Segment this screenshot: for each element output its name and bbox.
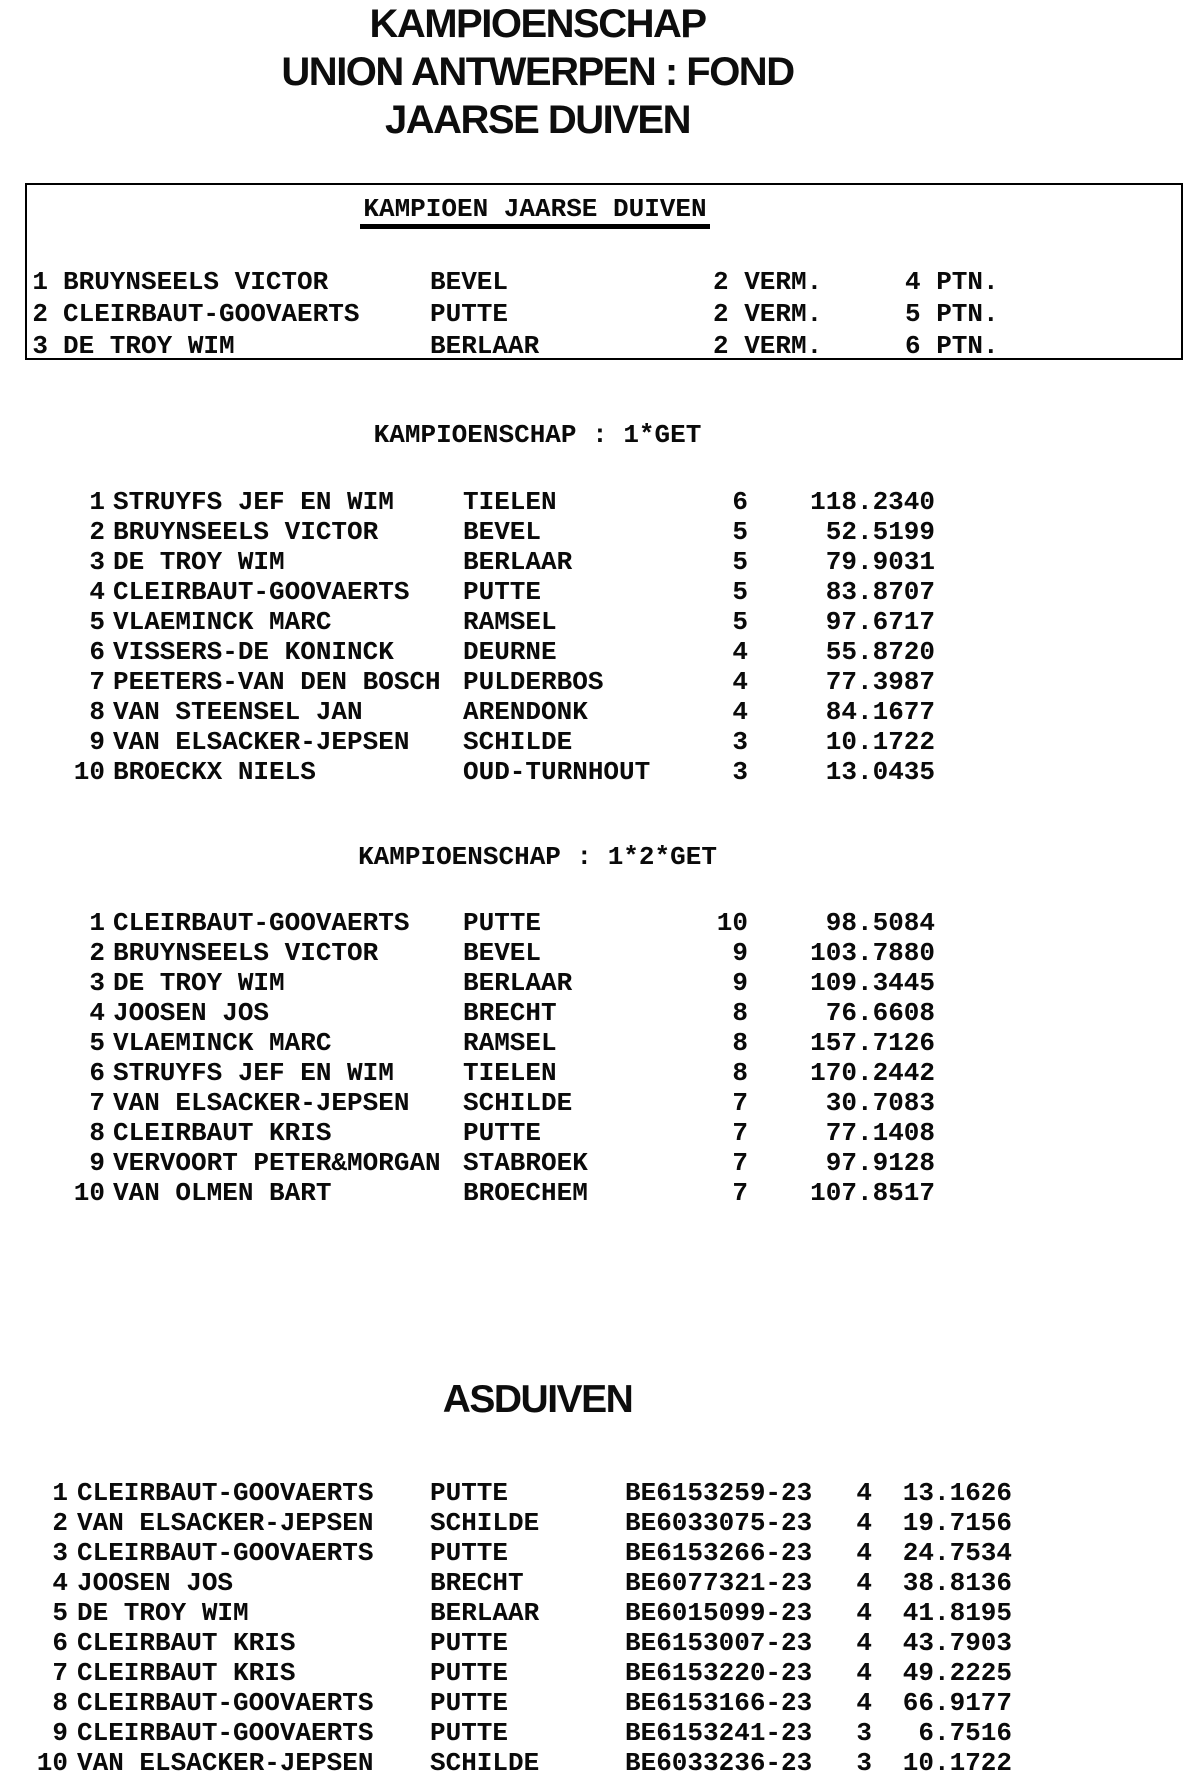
cell-verm: 2 VERM. bbox=[713, 299, 823, 329]
cell-ring: BE6153266-23 bbox=[625, 1538, 813, 1568]
cell-name: DE TROY WIM bbox=[113, 968, 285, 998]
cell-rank: 3 bbox=[89, 547, 105, 577]
cell-points: 118.2340 bbox=[810, 487, 935, 517]
table-row bbox=[0, 487, 960, 517]
cell-name: JOOSEN JOS bbox=[113, 998, 270, 1028]
cell-points: 66.9177 bbox=[902, 1688, 1012, 1718]
cell-points: 6.7516 bbox=[918, 1718, 1012, 1748]
cell-count: 4 bbox=[732, 697, 748, 727]
table-row bbox=[0, 1508, 1040, 1538]
cell-rank: 1 bbox=[89, 487, 105, 517]
cell-count: 7 bbox=[732, 1148, 748, 1178]
cell-ptn: 5 PTN. bbox=[905, 299, 999, 329]
cell-rank: 3 bbox=[32, 331, 48, 361]
cell-count: 4 bbox=[856, 1688, 872, 1718]
cell-rank: 8 bbox=[89, 1118, 105, 1148]
cell-name: CLEIRBAUT-GOOVAERTS bbox=[113, 577, 410, 607]
table-row bbox=[0, 1688, 1040, 1718]
cell-rank: 8 bbox=[52, 1688, 68, 1718]
cell-count: 8 bbox=[732, 1058, 748, 1088]
table-row bbox=[27, 298, 1181, 330]
cell-count: 4 bbox=[856, 1658, 872, 1688]
cell-verm: 2 VERM. bbox=[713, 267, 823, 297]
cell-name: VLAEMINCK MARC bbox=[113, 607, 332, 637]
cell-points: 49.2225 bbox=[902, 1658, 1012, 1688]
cell-place: SCHILDE bbox=[463, 727, 573, 757]
cell-points: 157.7126 bbox=[810, 1028, 935, 1058]
cell-place: PUTTE bbox=[430, 1628, 509, 1658]
cell-name: CLEIRBAUT KRIS bbox=[77, 1658, 296, 1688]
cell-name: CLEIRBAUT-GOOVAERTS bbox=[77, 1718, 374, 1748]
cell-count: 4 bbox=[856, 1628, 872, 1658]
cell-rank: 4 bbox=[89, 577, 105, 607]
cell-name: CLEIRBAUT-GOOVAERTS bbox=[77, 1478, 374, 1508]
cell-name: VAN ELSACKER-JEPSEN bbox=[77, 1748, 374, 1778]
cell-name: VAN ELSACKER-JEPSEN bbox=[113, 1088, 410, 1118]
cell-name: VAN ELSACKER-JEPSEN bbox=[77, 1508, 374, 1538]
cell-count: 4 bbox=[732, 667, 748, 697]
cell-points: 107.8517 bbox=[810, 1178, 935, 1208]
cell-rank: 5 bbox=[52, 1598, 68, 1628]
cell-place: BRECHT bbox=[463, 998, 557, 1028]
cell-points: 76.6608 bbox=[825, 998, 935, 1028]
cell-rank: 2 bbox=[52, 1508, 68, 1538]
kampioen-box-heading: KAMPIOEN JAARSE DUIVEN bbox=[360, 195, 709, 229]
cell-name: DE TROY WIM bbox=[63, 331, 235, 361]
cell-points: 52.5199 bbox=[825, 517, 935, 547]
cell-name: CLEIRBAUT-GOOVAERTS bbox=[113, 908, 410, 938]
cell-verm: 2 VERM. bbox=[713, 331, 823, 361]
cell-place: BEVEL bbox=[463, 517, 542, 547]
table-row bbox=[0, 727, 960, 757]
cell-ring: BE6153220-23 bbox=[625, 1658, 813, 1688]
table-row bbox=[0, 1148, 960, 1178]
cell-count: 6 bbox=[732, 487, 748, 517]
table-row bbox=[0, 1538, 1040, 1568]
cell-rank: 6 bbox=[89, 637, 105, 667]
table-row bbox=[0, 1478, 1040, 1508]
cell-count: 7 bbox=[732, 1178, 748, 1208]
cell-points: 13.1626 bbox=[902, 1478, 1012, 1508]
cell-rank: 7 bbox=[89, 667, 105, 697]
cell-points: 19.7156 bbox=[902, 1508, 1012, 1538]
cell-points: 79.9031 bbox=[825, 547, 935, 577]
cell-place: SCHILDE bbox=[463, 1088, 573, 1118]
cell-rank: 10 bbox=[73, 1178, 105, 1208]
cell-points: 24.7534 bbox=[902, 1538, 1012, 1568]
cell-name: BRUYNSEELS VICTOR bbox=[113, 517, 379, 547]
kampioen-box-heading-wrap bbox=[27, 195, 1043, 229]
cell-count: 4 bbox=[732, 637, 748, 667]
cell-rank: 9 bbox=[89, 1148, 105, 1178]
cell-place: BERLAAR bbox=[430, 331, 540, 361]
cell-name: STRUYFS JEF EN WIM bbox=[113, 487, 394, 517]
cell-points: 98.5084 bbox=[825, 908, 935, 938]
kampioen-table bbox=[27, 266, 1181, 362]
cell-count: 4 bbox=[856, 1598, 872, 1628]
table-row bbox=[0, 1628, 1040, 1658]
asduiven-table bbox=[0, 1478, 1040, 1778]
table-row bbox=[0, 938, 960, 968]
section-heading-1get: KAMPIOENSCHAP : 1*GET bbox=[373, 420, 702, 450]
cell-count: 4 bbox=[856, 1478, 872, 1508]
cell-place: BEVEL bbox=[430, 267, 509, 297]
cell-name: VERVOORT PETER&MORGAN bbox=[113, 1148, 441, 1178]
cell-name: CLEIRBAUT-GOOVAERTS bbox=[77, 1688, 374, 1718]
cell-points: 97.9128 bbox=[825, 1148, 935, 1178]
section-heading-12get: KAMPIOENSCHAP : 1*2*GET bbox=[358, 842, 717, 872]
cell-points: 30.7083 bbox=[825, 1088, 935, 1118]
table-row bbox=[0, 667, 960, 697]
cell-points: 41.8195 bbox=[902, 1598, 1012, 1628]
cell-points: 43.7903 bbox=[902, 1628, 1012, 1658]
title-line-1: KAMPIOENSCHAP bbox=[369, 2, 706, 46]
cell-count: 9 bbox=[732, 938, 748, 968]
cell-place: SCHILDE bbox=[430, 1508, 540, 1538]
cell-count: 7 bbox=[732, 1118, 748, 1148]
cell-place: PUTTE bbox=[430, 299, 509, 329]
cell-place: PUTTE bbox=[463, 1118, 542, 1148]
cell-place: PUTTE bbox=[430, 1478, 509, 1508]
table-row bbox=[0, 1028, 960, 1058]
table-row bbox=[0, 1718, 1040, 1748]
cell-name: VAN OLMEN BART bbox=[113, 1178, 332, 1208]
cell-ring: BE6015099-23 bbox=[625, 1598, 813, 1628]
cell-points: 109.3445 bbox=[810, 968, 935, 998]
cell-place: BRECHT bbox=[430, 1568, 524, 1598]
cell-place: SCHILDE bbox=[430, 1748, 540, 1778]
cell-name: VAN ELSACKER-JEPSEN bbox=[113, 727, 410, 757]
cell-points: 84.1677 bbox=[825, 697, 935, 727]
cell-points: 55.8720 bbox=[825, 637, 935, 667]
cell-count: 10 bbox=[716, 908, 748, 938]
table-row bbox=[0, 697, 960, 727]
cell-rank: 3 bbox=[89, 968, 105, 998]
cell-name: CLEIRBAUT-GOOVAERTS bbox=[63, 299, 360, 329]
table-row bbox=[0, 1178, 960, 1208]
cell-rank: 9 bbox=[89, 727, 105, 757]
cell-place: BERLAAR bbox=[430, 1598, 540, 1628]
cell-place: PUTTE bbox=[430, 1688, 509, 1718]
cell-ring: BE6033075-23 bbox=[625, 1508, 813, 1538]
cell-name: VAN STEENSEL JAN bbox=[113, 697, 363, 727]
cell-place: TIELEN bbox=[463, 487, 557, 517]
cell-rank: 7 bbox=[89, 1088, 105, 1118]
cell-place: DEURNE bbox=[463, 637, 557, 667]
cell-place: OUD-TURNHOUT bbox=[463, 757, 651, 787]
cell-points: 170.2442 bbox=[810, 1058, 935, 1088]
cell-name: JOOSEN JOS bbox=[77, 1568, 234, 1598]
cell-rank: 1 bbox=[32, 267, 48, 297]
cell-rank: 1 bbox=[89, 908, 105, 938]
table-row bbox=[0, 998, 960, 1028]
cell-name: DE TROY WIM bbox=[113, 547, 285, 577]
championship-12get-table bbox=[0, 908, 960, 1208]
cell-count: 3 bbox=[732, 727, 748, 757]
cell-ring: BE6033236-23 bbox=[625, 1748, 813, 1778]
cell-count: 3 bbox=[856, 1748, 872, 1778]
cell-place: PULDERBOS bbox=[463, 667, 604, 697]
cell-rank: 5 bbox=[89, 1028, 105, 1058]
championship-1get-table bbox=[0, 487, 960, 787]
title-line-2: UNION ANTWERPEN : FOND bbox=[281, 50, 794, 94]
cell-count: 3 bbox=[732, 757, 748, 787]
cell-rank: 9 bbox=[52, 1718, 68, 1748]
cell-rank: 10 bbox=[36, 1748, 68, 1778]
cell-place: PUTTE bbox=[463, 908, 542, 938]
cell-rank: 8 bbox=[89, 697, 105, 727]
table-row bbox=[0, 1568, 1040, 1598]
table-row bbox=[0, 1658, 1040, 1688]
cell-place: BROECHEM bbox=[463, 1178, 588, 1208]
table-row bbox=[0, 968, 960, 998]
cell-count: 8 bbox=[732, 998, 748, 1028]
table-row bbox=[0, 607, 960, 637]
cell-rank: 4 bbox=[89, 998, 105, 1028]
cell-name: CLEIRBAUT KRIS bbox=[113, 1118, 332, 1148]
cell-count: 5 bbox=[732, 607, 748, 637]
cell-name: PEETERS-VAN DEN BOSCH bbox=[113, 667, 441, 697]
cell-rank: 2 bbox=[32, 299, 48, 329]
table-row bbox=[0, 547, 960, 577]
cell-ring: BE6153259-23 bbox=[625, 1478, 813, 1508]
cell-rank: 6 bbox=[52, 1628, 68, 1658]
cell-count: 5 bbox=[732, 517, 748, 547]
cell-name: CLEIRBAUT-GOOVAERTS bbox=[77, 1538, 374, 1568]
cell-place: BERLAAR bbox=[463, 968, 573, 998]
cell-rank: 4 bbox=[52, 1568, 68, 1598]
cell-rank: 3 bbox=[52, 1538, 68, 1568]
cell-name: BRUYNSEELS VICTOR bbox=[113, 938, 379, 968]
table-row bbox=[0, 1088, 960, 1118]
cell-place: PUTTE bbox=[430, 1658, 509, 1688]
cell-rank: 10 bbox=[73, 757, 105, 787]
cell-name: CLEIRBAUT KRIS bbox=[77, 1628, 296, 1658]
cell-place: BERLAAR bbox=[463, 547, 573, 577]
cell-place: RAMSEL bbox=[463, 607, 557, 637]
cell-points: 103.7880 bbox=[810, 938, 935, 968]
table-row bbox=[27, 266, 1181, 298]
cell-rank: 2 bbox=[89, 938, 105, 968]
cell-rank: 2 bbox=[89, 517, 105, 547]
cell-rank: 6 bbox=[89, 1058, 105, 1088]
cell-place: ARENDONK bbox=[463, 697, 588, 727]
table-row bbox=[0, 517, 960, 547]
cell-name: STRUYFS JEF EN WIM bbox=[113, 1058, 394, 1088]
table-row bbox=[0, 1598, 1040, 1628]
table-row bbox=[0, 757, 960, 787]
cell-points: 77.3987 bbox=[825, 667, 935, 697]
cell-rank: 7 bbox=[52, 1658, 68, 1688]
cell-ring: BE6153241-23 bbox=[625, 1718, 813, 1748]
cell-points: 77.1408 bbox=[825, 1118, 935, 1148]
cell-points: 10.1722 bbox=[825, 727, 935, 757]
cell-count: 9 bbox=[732, 968, 748, 998]
cell-points: 13.0435 bbox=[825, 757, 935, 787]
cell-count: 5 bbox=[732, 547, 748, 577]
cell-count: 7 bbox=[732, 1088, 748, 1118]
title-line-3: JAARSE DUIVEN bbox=[384, 98, 690, 142]
table-row bbox=[0, 577, 960, 607]
cell-place: PUTTE bbox=[430, 1538, 509, 1568]
cell-rank: 5 bbox=[89, 607, 105, 637]
cell-points: 10.1722 bbox=[902, 1748, 1012, 1778]
table-row bbox=[0, 908, 960, 938]
cell-place: STABROEK bbox=[463, 1148, 588, 1178]
cell-count: 5 bbox=[732, 577, 748, 607]
cell-points: 97.6717 bbox=[825, 607, 935, 637]
table-row bbox=[0, 637, 960, 667]
cell-name: BRUYNSEELS VICTOR bbox=[63, 267, 329, 297]
kampioen-box bbox=[25, 183, 1183, 360]
table-row bbox=[0, 1058, 960, 1088]
cell-place: TIELEN bbox=[463, 1058, 557, 1088]
cell-ring: BE6153166-23 bbox=[625, 1688, 813, 1718]
cell-count: 3 bbox=[856, 1718, 872, 1748]
table-row bbox=[0, 1748, 1040, 1778]
cell-name: DE TROY WIM bbox=[77, 1598, 249, 1628]
table-row bbox=[0, 1118, 960, 1148]
cell-points: 38.8136 bbox=[902, 1568, 1012, 1598]
cell-place: PUTTE bbox=[463, 577, 542, 607]
cell-ring: BE6153007-23 bbox=[625, 1628, 813, 1658]
asduiven-title: ASDUIVEN bbox=[442, 1378, 633, 1421]
cell-count: 4 bbox=[856, 1568, 872, 1598]
cell-count: 8 bbox=[732, 1028, 748, 1058]
cell-name: BROECKX NIELS bbox=[113, 757, 316, 787]
cell-points: 83.8707 bbox=[825, 577, 935, 607]
cell-place: PUTTE bbox=[430, 1718, 509, 1748]
cell-ptn: 6 PTN. bbox=[905, 331, 999, 361]
document-title bbox=[0, 0, 1075, 144]
cell-rank: 1 bbox=[52, 1478, 68, 1508]
cell-ptn: 4 PTN. bbox=[905, 267, 999, 297]
cell-place: BEVEL bbox=[463, 938, 542, 968]
cell-count: 4 bbox=[856, 1508, 872, 1538]
cell-ring: BE6077321-23 bbox=[625, 1568, 813, 1598]
table-row bbox=[27, 330, 1181, 362]
cell-name: VISSERS-DE KONINCK bbox=[113, 637, 394, 667]
cell-count: 4 bbox=[856, 1538, 872, 1568]
cell-name: VLAEMINCK MARC bbox=[113, 1028, 332, 1058]
cell-place: RAMSEL bbox=[463, 1028, 557, 1058]
